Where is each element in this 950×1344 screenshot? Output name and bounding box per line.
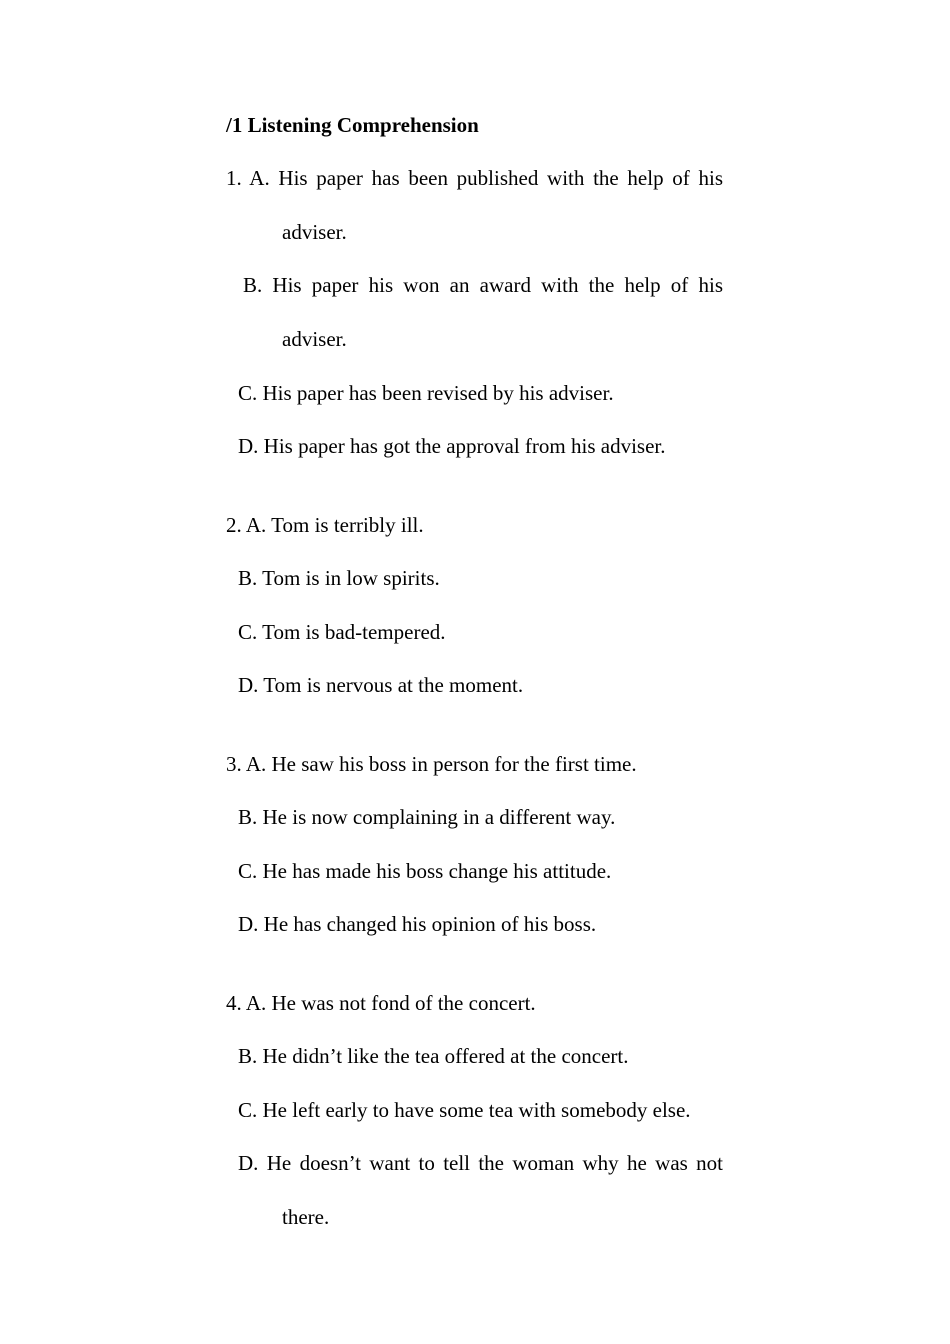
question-2-option-c: C. Tom is bad-tempered. bbox=[238, 620, 446, 644]
question-3-option-d: D. He has changed his opinion of his boss. bbox=[238, 912, 597, 936]
question-4-option-a: 4. A. He was not fond of the concert. bbox=[226, 991, 536, 1015]
section-heading: /1 Listening Comprehension bbox=[226, 113, 479, 137]
question-2-option-d: D. Tom is nervous at the moment. bbox=[238, 673, 524, 697]
question-3-option-a: 3. A. He saw his boss in person for the first time. bbox=[226, 752, 637, 776]
question-1-option-c: C. His paper has been revised by his adviser. bbox=[238, 381, 614, 405]
question-1-option-d: D. His paper has got the approval from his adviser. bbox=[238, 434, 666, 458]
question-3-option-b: B. He is now complaining in a different way. bbox=[238, 805, 616, 829]
question-4-option-c: C. He left early to have some tea with somebody else. bbox=[238, 1098, 691, 1122]
question-1-option-b-continued: adviser. bbox=[282, 327, 347, 351]
question-4-option-d: D. He doesn’t want to tell the woman why he was not bbox=[238, 1151, 723, 1175]
question-4-option-b: B. He didn’t like the tea offered at the concert. bbox=[238, 1044, 629, 1068]
question-1-option-a: 1. A. His paper has been published with the help of his bbox=[226, 166, 723, 190]
question-2-option-a: 2. A. Tom is terribly ill. bbox=[226, 513, 424, 537]
question-1-option-a-continued: adviser. bbox=[282, 220, 347, 244]
question-3-option-c: C. He has made his boss change his attitude. bbox=[238, 859, 612, 883]
question-2-option-b: B. Tom is in low spirits. bbox=[238, 566, 440, 590]
question-1-option-b: B. His paper his won an award with the help of his bbox=[243, 273, 723, 297]
question-4-option-d-continued: there. bbox=[282, 1205, 330, 1229]
